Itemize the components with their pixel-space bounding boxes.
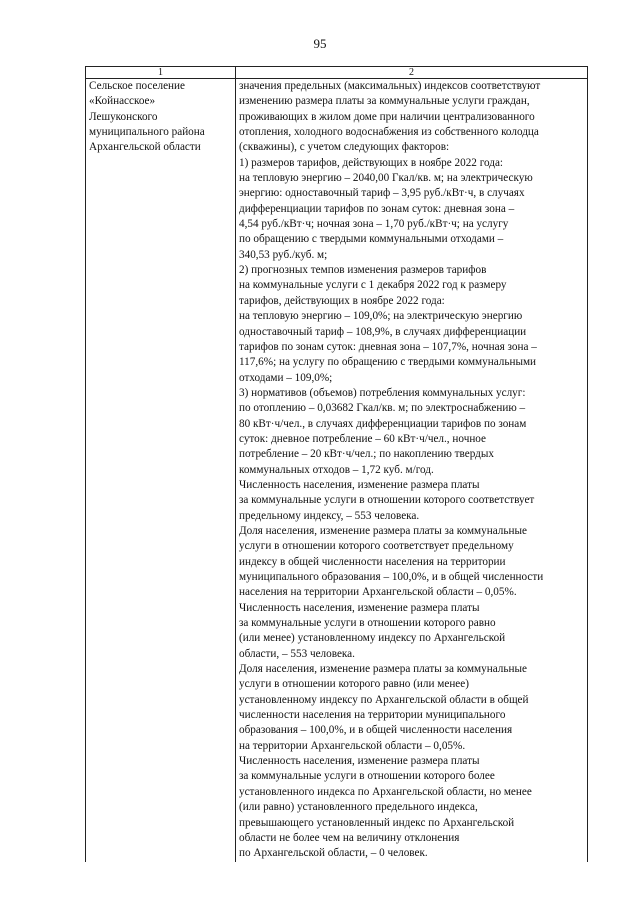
content-line: отопления, холодного водоснабжения из собственного колодца — [239, 126, 539, 139]
content-text-cell — [236, 79, 588, 862]
content-line: 80 кВт·ч/чел., в случаях дифференциации тарифов по зонам — [239, 417, 527, 430]
content-line: муниципального образования – 100,0%, и в общей численности — [239, 571, 544, 583]
content-line: по отоплению – 0,03682 Гкал/кв. м; по электроснабжению – — [239, 402, 526, 415]
content-line: коммунальных отходов – 1,72 куб. м/год. — [239, 463, 434, 476]
content-line: превышающего установленный индекс по Архангельской — [239, 816, 515, 829]
content-line: за коммунальные услуги в отношении которого равно — [239, 617, 496, 630]
content-line: изменению размера платы за коммунальные услуги граждан, — [239, 95, 530, 108]
content-line: за коммунальные услуги в отношении которого более — [239, 770, 495, 783]
content-line: Доля населения, изменение размера платы за коммунальные — [239, 524, 527, 537]
content-line: предельному индексу, – 553 человека. — [239, 509, 420, 522]
content-line: по обращению с твердыми коммунальными отходами – — [239, 233, 504, 246]
content-line: проживающих в жилом доме при наличии централизованного — [239, 110, 535, 123]
content-line: области не более чем на величину отклонения — [239, 831, 460, 844]
content-line: на тепловую энергию – 2040,00 Гкал/кв. м; на электрическую — [239, 172, 533, 185]
content-line: численности населения на территории муниципального — [239, 709, 506, 722]
content-line: 1) размеров тарифов, действующих в ноябре 2022 года: — [239, 156, 504, 169]
content-line: отходами – 109,0%; — [239, 371, 333, 384]
content-line: одноставочный тариф – 108,9%, в случаях дифференциации — [239, 325, 527, 338]
region-name-line: Архангельской области — [89, 141, 201, 154]
content-line: значения предельных (максимальных) индексов соответствуют — [239, 80, 541, 92]
content-line: энергию: одноставочный тариф – 3,95 руб./кВт·ч, в случаях — [239, 187, 525, 200]
document-table — [85, 66, 588, 862]
content-line: на территории Архангельской области – 0,05%. — [239, 739, 466, 752]
table-row — [86, 79, 588, 862]
content-line: услуги в отношении которого соответствует предельному — [239, 540, 514, 553]
column-header-2: 2 — [236, 67, 588, 79]
content-line: услуги в отношении которого равно (или менее) — [239, 678, 469, 691]
content-line: 340,53 руб./куб. м; — [239, 248, 328, 261]
content-line: тарифов по зонам суток: дневная зона – 107,7%, ночная зона – — [239, 340, 537, 353]
content-line: 3) нормативов (объемов) потребления коммунальных услуг: — [239, 386, 526, 399]
content-line: суток: дневное потребление – 60 кВт·ч/чел., ночное — [239, 432, 486, 445]
content-line: дифференциации тарифов по зонам суток: дневная зона – — [239, 202, 515, 215]
content-line: 2) прогнозных темпов изменения размеров тарифов — [239, 264, 487, 277]
content-line: на коммунальные услуги с 1 декабря 2022 год к размеру — [239, 279, 507, 292]
content-line: Численность населения, изменение размера платы — [239, 478, 480, 491]
content-line: тарифов, действующих в ноябре 2022 года: — [239, 294, 445, 307]
content-line: за коммунальные услуги в отношении которого соответствует — [239, 494, 535, 507]
content-line: Численность населения, изменение размера платы — [239, 755, 480, 768]
content-line: на тепловую энергию – 109,0%; на электрическую энергию — [239, 310, 523, 323]
content-line: 4,54 руб./кВт·ч; ночная зона – 1,70 руб./кВт·ч; на услугу — [239, 218, 509, 231]
region-name-line: «Койнасское» — [89, 95, 156, 108]
content-line: области, – 553 человека. — [239, 647, 355, 660]
table-header-row — [86, 67, 588, 79]
content-line: населения на территории Архангельской области – 0,05%. — [239, 586, 517, 599]
column-header-1: 1 — [86, 67, 236, 79]
content-line: установленного индекса по Архангельской области, но менее — [239, 785, 532, 798]
content-line: Доля населения, изменение размера платы за коммунальные — [239, 663, 527, 676]
region-name-line: Сельское поселение — [89, 80, 185, 92]
content-line: образования – 100,0%, и в общей численности населения — [239, 724, 513, 737]
content-line: (скважины), с учетом следующих факторов: — [239, 141, 450, 154]
content-line: (или равно) установленного предельного индекса, — [239, 801, 478, 814]
region-name-line: Лешуконского — [89, 110, 158, 123]
content-line: потребление – 20 кВт·ч/чел.; по накоплению твердых — [239, 448, 494, 461]
page-number: 95 — [313, 36, 327, 51]
content-line: (или менее) установленному индексу по Архангельской — [239, 632, 506, 645]
content-line: Численность населения, изменение размера платы — [239, 601, 480, 614]
region-name-line: муниципального района — [89, 126, 205, 139]
content-line: 117,6%; на услугу по обращению с твердыми коммунальными — [239, 356, 537, 369]
content-line: по Архангельской области, – 0 человек. — [239, 847, 428, 860]
content-line: индексу в общей численности населения на территории — [239, 555, 506, 568]
content-line: установленному индексу по Архангельской области в общей — [239, 693, 529, 706]
region-name-cell — [86, 79, 236, 862]
